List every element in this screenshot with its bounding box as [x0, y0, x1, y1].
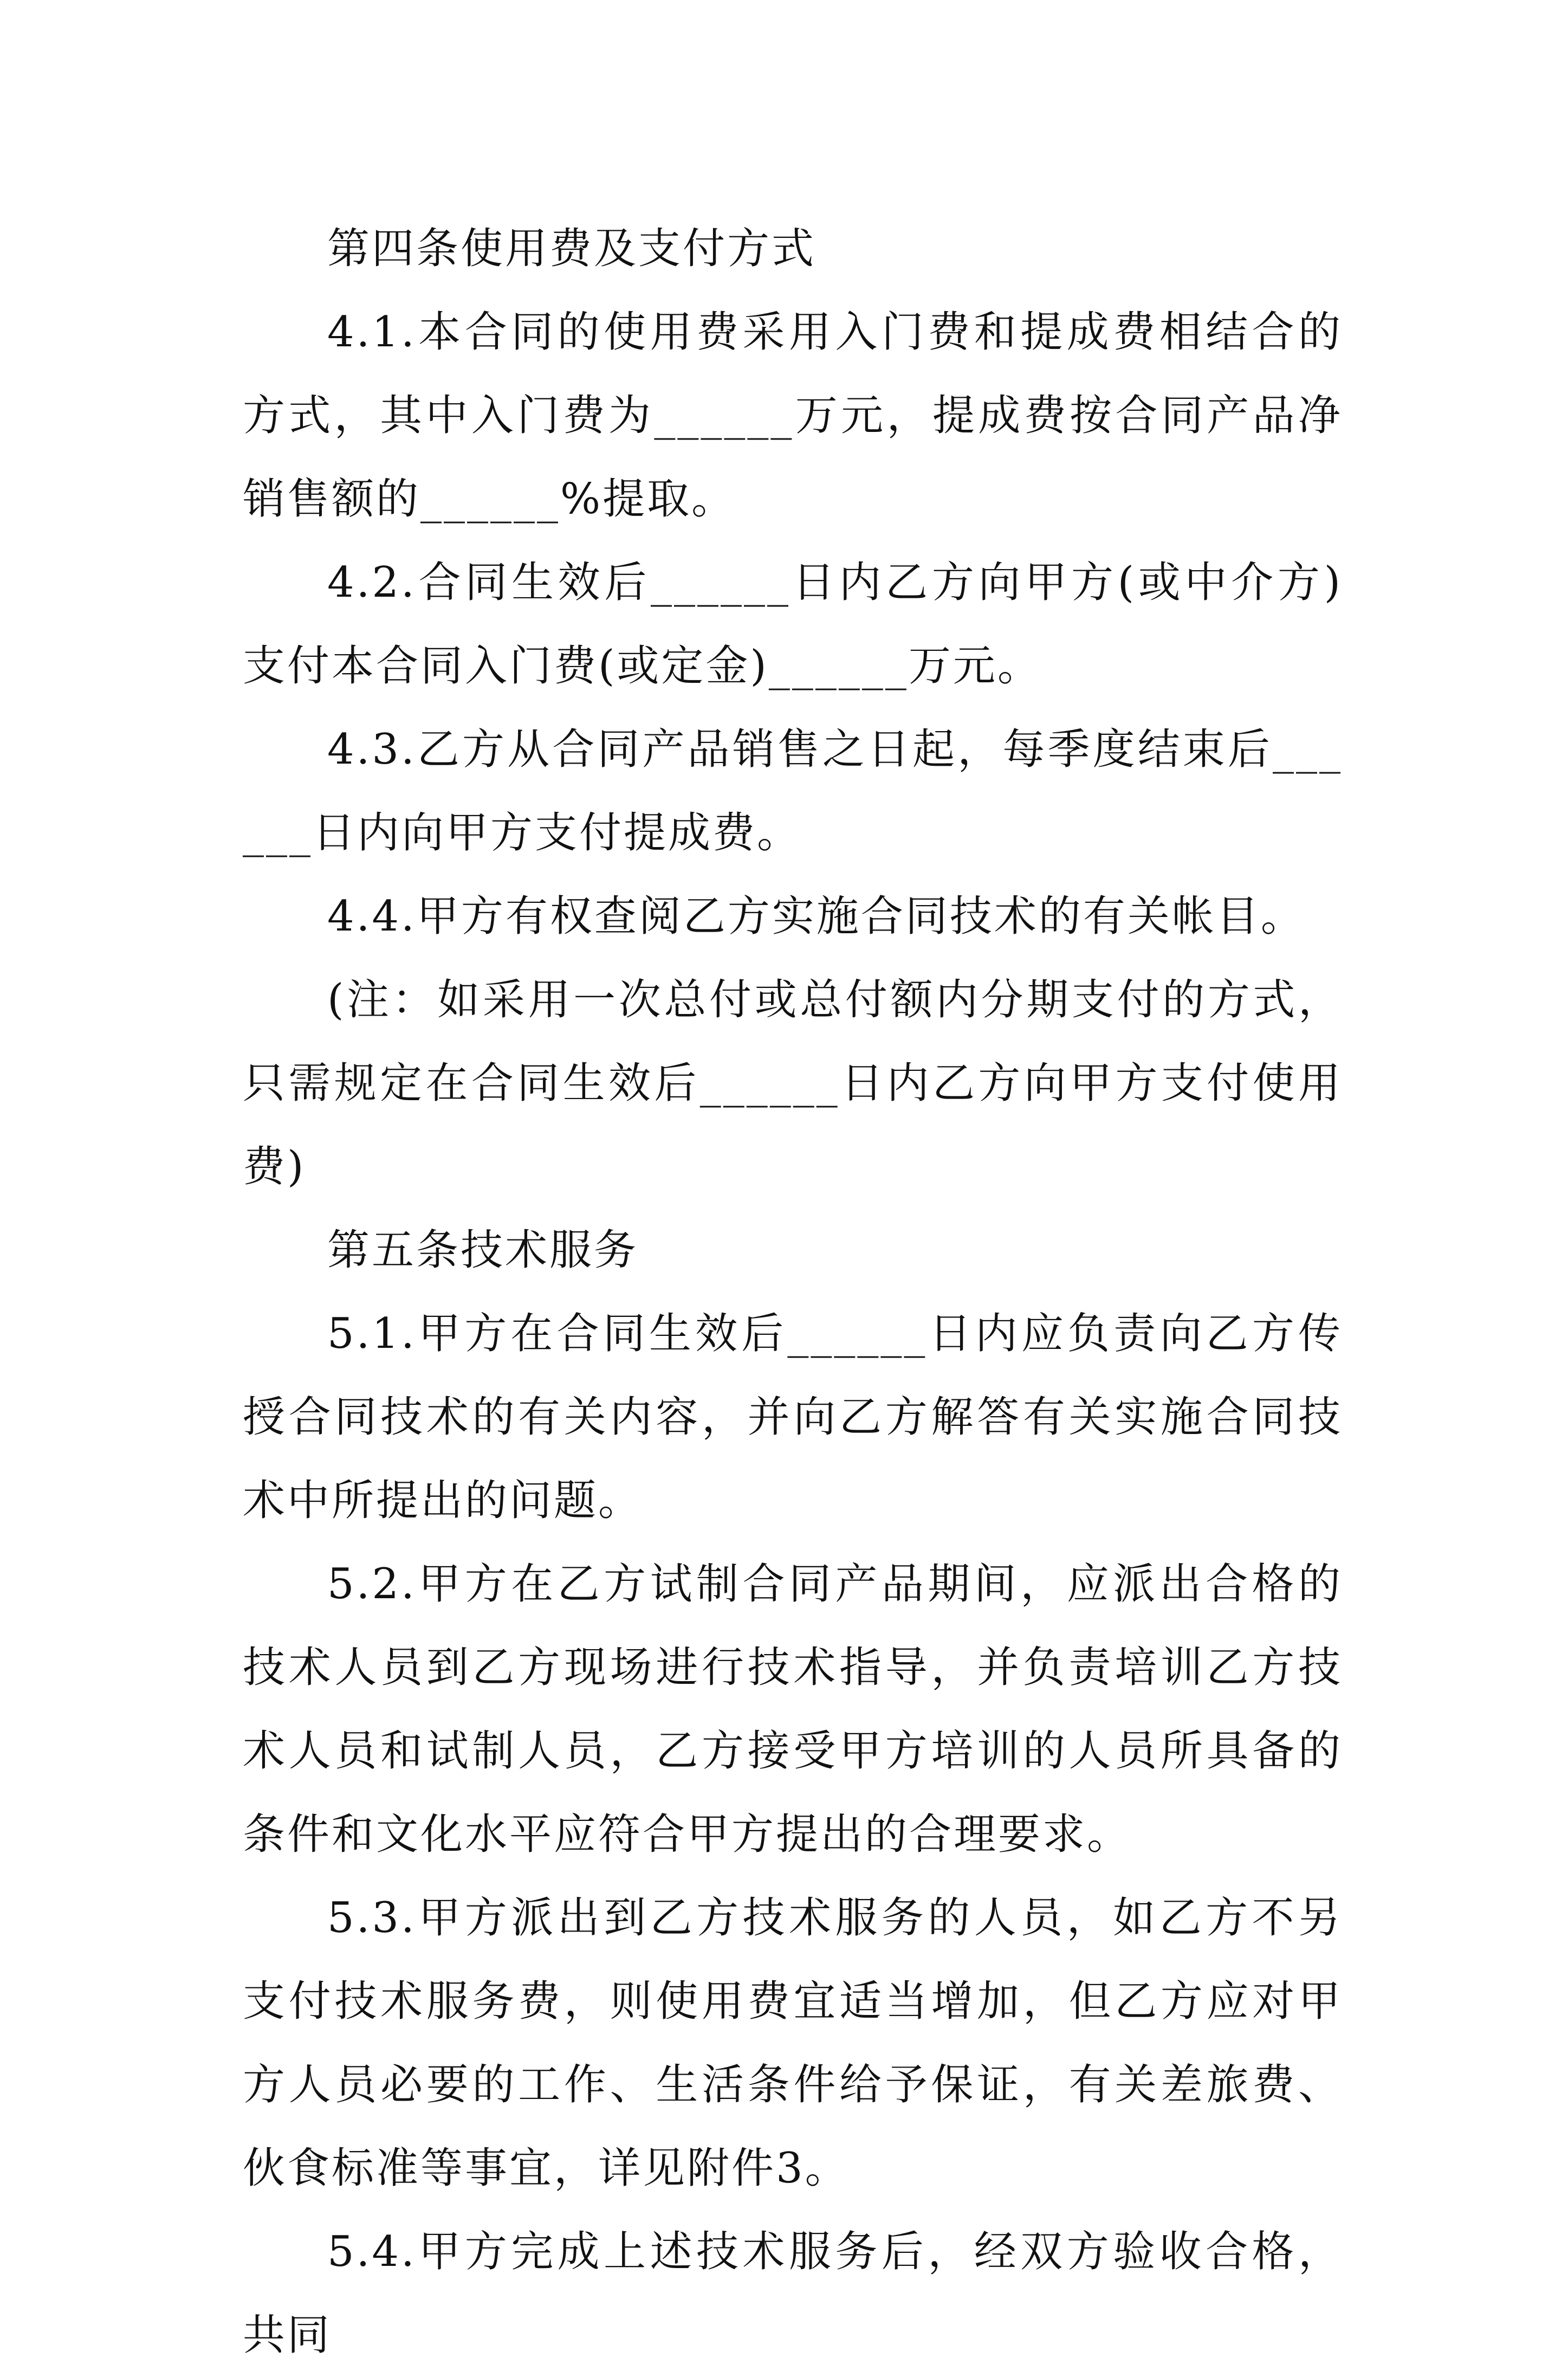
document-body [243, 207, 1343, 2377]
clause-5-4: 5.4.甲方完成上述技术服务后，经双方验收合格，共同 [243, 2227, 1343, 2360]
clause-4-1: 4.1.本合同的使用费采用入门费和提成费相结合的方式，其中入门费为______万元，提成费按合同产品净销售额的______%提取。 [243, 308, 1343, 524]
clause-5-1: 5.1.甲方在合同生效后______日内应负责向乙方传授合同技术的有关内容，并向乙方解答有关实施合同技术中所提出的问题。 [243, 1309, 1343, 1525]
clause-4-3: 4.3.乙方从合同产品销售之日起，每季度结束后______日内向甲方支付提成费。 [243, 725, 1343, 857]
section-heading-article-5: 第五条技术服务 [327, 1226, 639, 1275]
clause-4-4: 4.4.甲方有权查阅乙方实施合同技术的有关帐目。 [327, 892, 1305, 941]
section-heading-article-4: 第四条使用费及支付方式 [327, 224, 817, 273]
clause-5-2: 5.2.甲方在乙方试制合同产品期间，应派出合格的技术人员到乙方现场进行技术指导，并负责培训乙方技术人员和试制人员，乙方接受甲方培训的人员所具备的条件和文化水平应符合甲方提出的合理要求。 [243, 1560, 1343, 1859]
clause-4-2: 4.2.合同生效后______日内乙方向甲方(或中介方)支付本合同入门费(或定金)______万元。 [243, 558, 1343, 690]
note-paragraph: (注：如采用一次总付或总付额内分期支付的方式，只需规定在合同生效后______日内乙方向甲方支付使用费) [243, 976, 1343, 1191]
clause-5-3: 5.3.甲方派出到乙方技术服务的人员，如乙方不另支付技术服务费，则使用费宜适当增加，但乙方应对甲方人员必要的工作、生活条件给予保证，有关差旅费、伙食标准等事宜，详见附件3。 [243, 1894, 1343, 2193]
